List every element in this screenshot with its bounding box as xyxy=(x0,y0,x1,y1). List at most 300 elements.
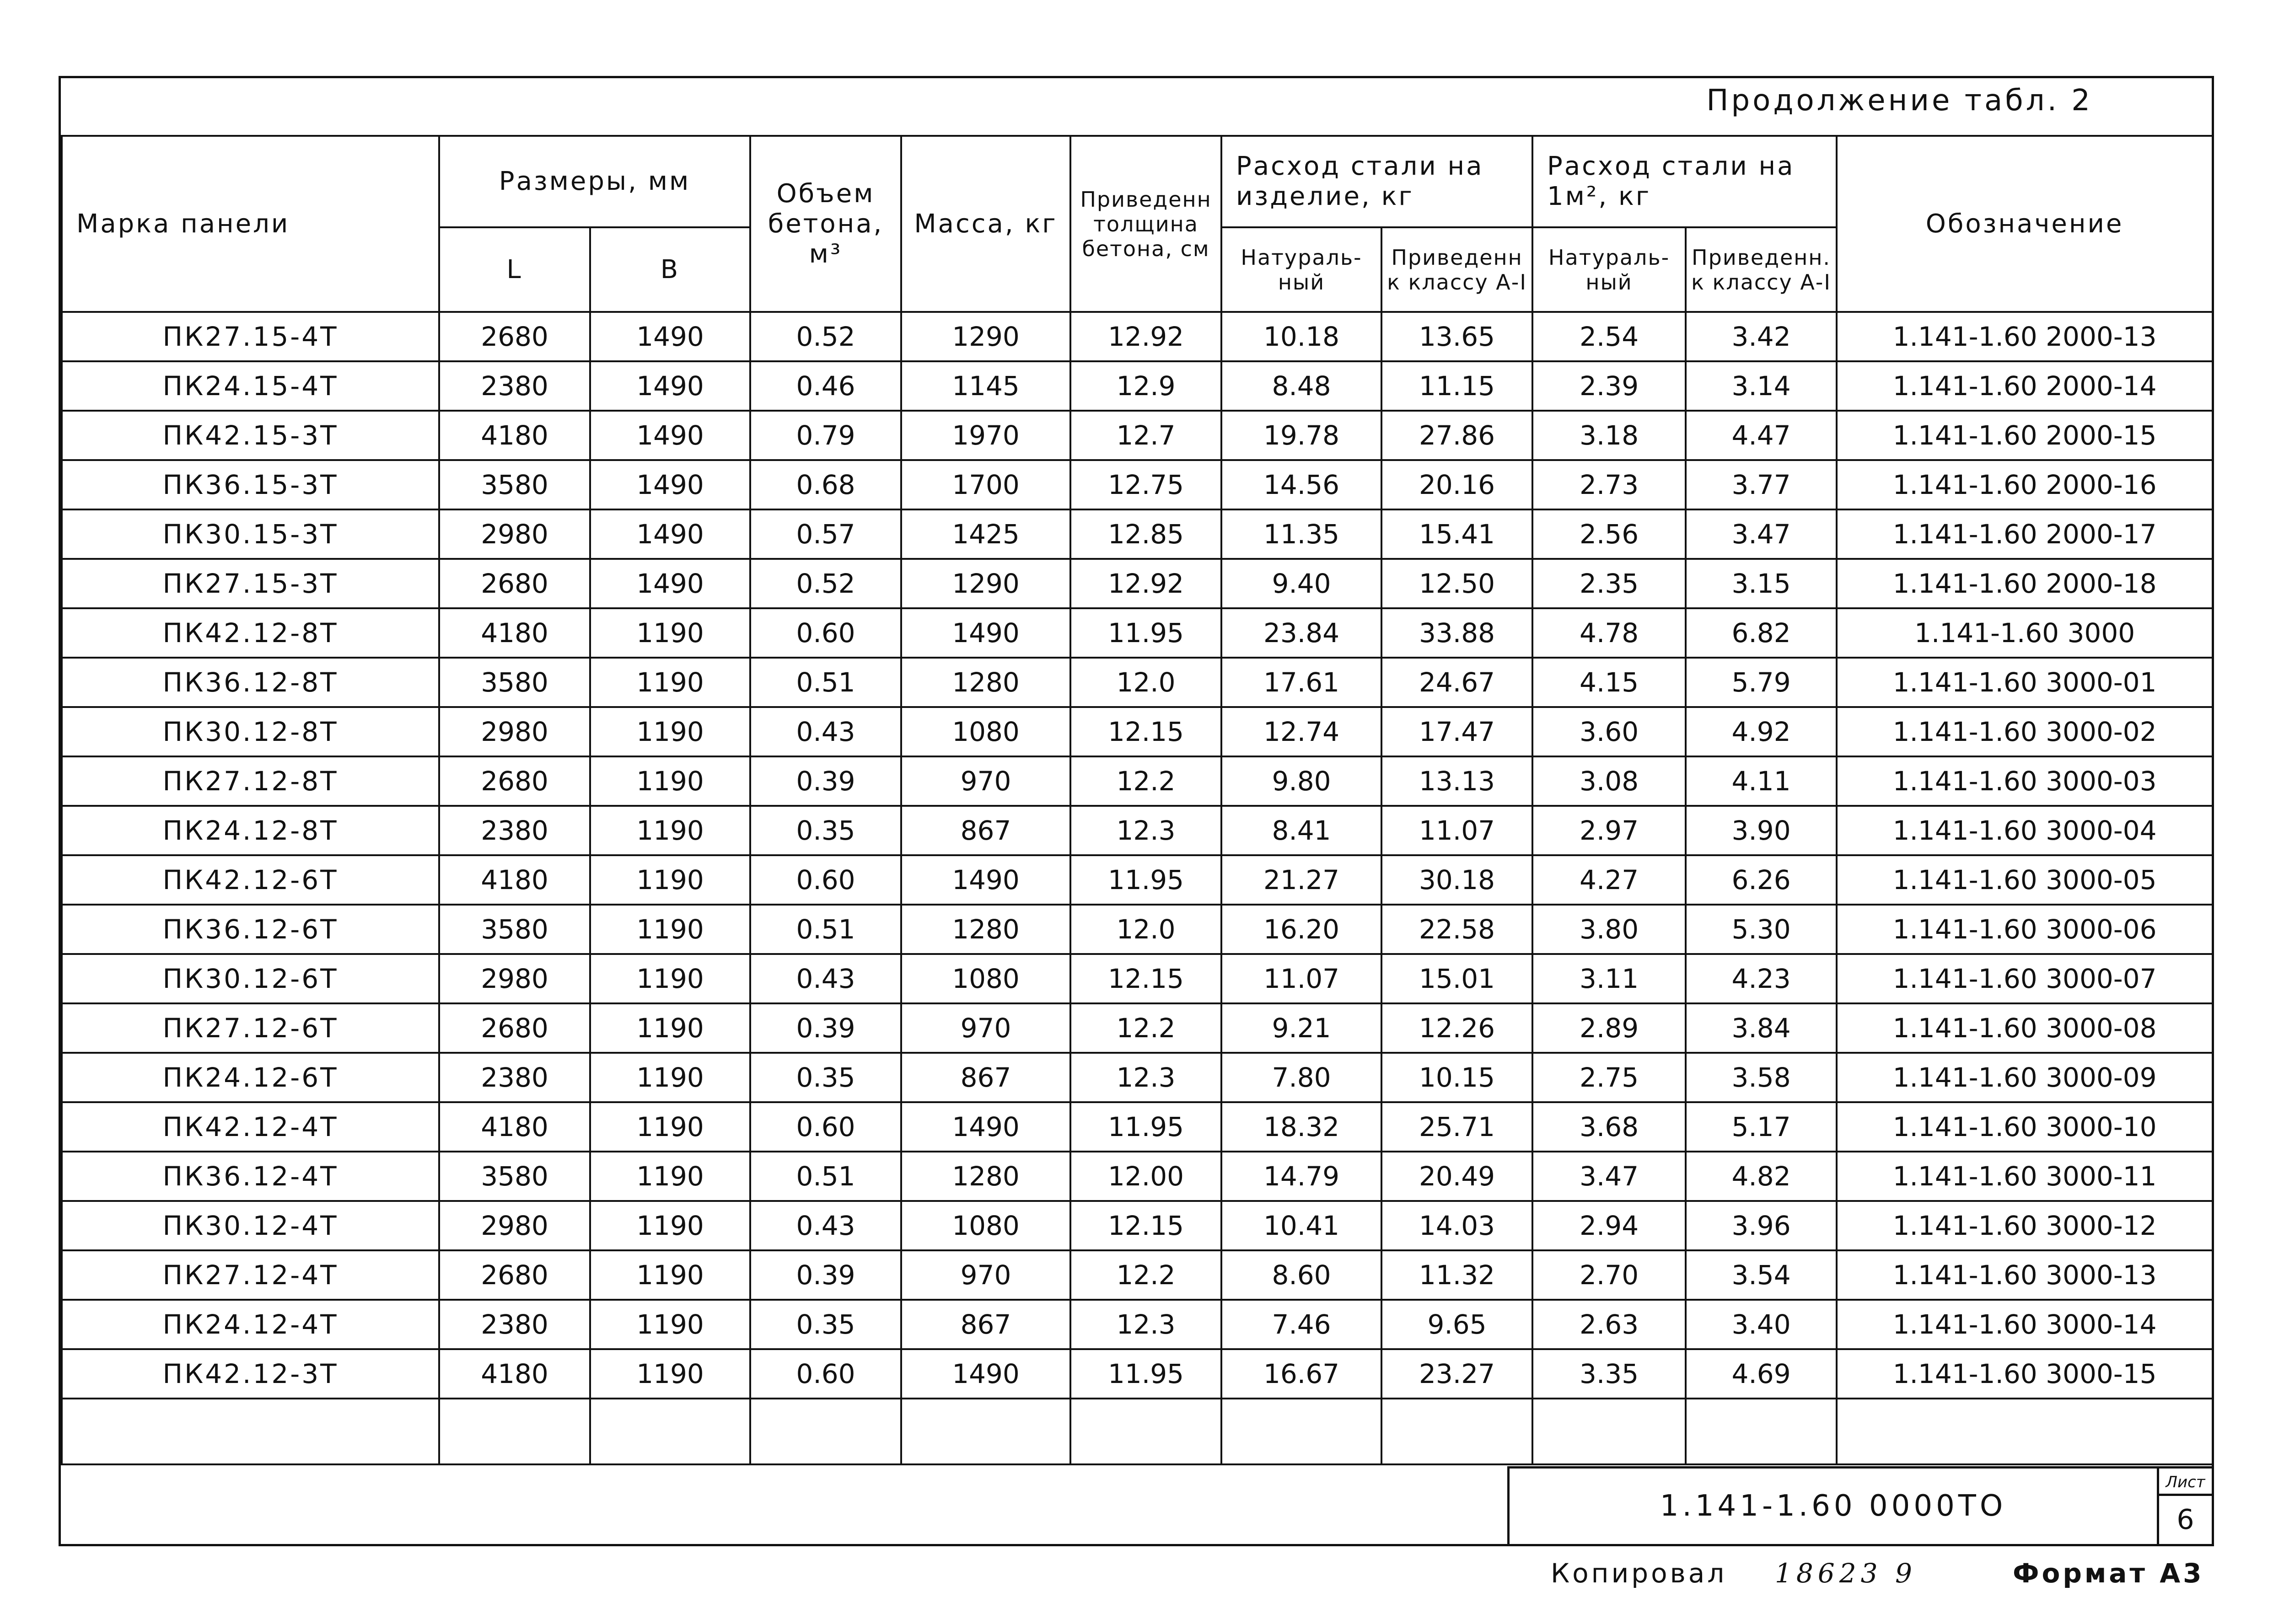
cell-m_red: 5.79 xyxy=(1686,658,1837,707)
table-row xyxy=(62,1053,2213,1102)
cell-m_nat: 2.94 xyxy=(1532,1201,1686,1250)
cell-mark: ПК27.12-6Т xyxy=(62,1003,439,1053)
cell-thk: 12.15 xyxy=(1070,707,1221,756)
cell-b: 1490 xyxy=(590,312,750,361)
document-code: 1.141-1.60 0000ТО xyxy=(1510,1469,2159,1544)
cell-vol: 0.60 xyxy=(750,1102,901,1152)
cell-b: 1190 xyxy=(590,1250,750,1300)
cell-b: 1190 xyxy=(590,806,750,855)
header-mass: Масса, кг xyxy=(901,136,1070,312)
cell-thk: 11.95 xyxy=(1070,1349,1221,1399)
cell-mark: ПК24.12-8Т xyxy=(62,806,439,855)
cell-m_nat: 2.39 xyxy=(1532,361,1686,411)
header-designation: Обозначение xyxy=(1837,136,2213,312)
cell-mark: ПК24.15-4Т xyxy=(62,361,439,411)
cell-b: 1190 xyxy=(590,756,750,806)
cell-l: 2380 xyxy=(439,806,590,855)
cell-mass: 1080 xyxy=(901,707,1070,756)
cell-vol: 0.51 xyxy=(750,905,901,954)
table-row xyxy=(62,1102,2213,1152)
cell-mark: ПК42.12-4Т xyxy=(62,1102,439,1152)
drawing-sheet xyxy=(59,76,2214,1546)
cell-s_nat: 8.41 xyxy=(1221,806,1381,855)
cell-s_nat: 19.78 xyxy=(1221,411,1381,460)
cell-vol: 0.52 xyxy=(750,312,901,361)
cell-thk: 12.00 xyxy=(1070,1152,1221,1201)
cell-l: 2680 xyxy=(439,1003,590,1053)
cell-b: 1490 xyxy=(590,559,750,608)
cell-m_nat: 3.68 xyxy=(1532,1102,1686,1152)
cell-thk: 12.7 xyxy=(1070,411,1221,460)
cell-s_nat: 8.48 xyxy=(1221,361,1381,411)
header-dim-l: L xyxy=(439,227,590,312)
cell-mass: 867 xyxy=(901,1300,1070,1349)
cell-m_red: 3.54 xyxy=(1686,1250,1837,1300)
table-row xyxy=(62,1250,2213,1300)
cell-des: 1.141-1.60 3000 xyxy=(1837,608,2213,658)
cell-b: 1490 xyxy=(590,509,750,559)
cell-thk: 12.2 xyxy=(1070,1003,1221,1053)
cell-s_red: 12.50 xyxy=(1381,559,1532,608)
cell-des: 1.141-1.60 3000-12 xyxy=(1837,1201,2213,1250)
cell-m_red: 3.84 xyxy=(1686,1003,1837,1053)
cell-m_nat: 2.63 xyxy=(1532,1300,1686,1349)
cell-thk: 12.85 xyxy=(1070,509,1221,559)
header-steel-m2: Расход стали на 1м², кг xyxy=(1532,136,1837,227)
cell-s_nat: 16.67 xyxy=(1221,1349,1381,1399)
cell-mark: ПК30.15-3Т xyxy=(62,509,439,559)
cell-m_nat: 3.35 xyxy=(1532,1349,1686,1399)
cell-vol: 0.79 xyxy=(750,411,901,460)
cell-s_red: 25.71 xyxy=(1381,1102,1532,1152)
cell-mass: 1490 xyxy=(901,608,1070,658)
cell-m_red: 4.23 xyxy=(1686,954,1837,1003)
header-steel-natural: Натураль-ный xyxy=(1221,227,1381,312)
cell-s_nat: 9.21 xyxy=(1221,1003,1381,1053)
cell-s_red: 12.26 xyxy=(1381,1003,1532,1053)
cell-s_red: 17.47 xyxy=(1381,707,1532,756)
cell-mark: ПК27.15-4Т xyxy=(62,312,439,361)
cell-m_red: 3.40 xyxy=(1686,1300,1837,1349)
cell-s_nat: 10.41 xyxy=(1221,1201,1381,1250)
empty-cell xyxy=(1221,1399,1381,1464)
cell-b: 1190 xyxy=(590,1349,750,1399)
cell-l: 2980 xyxy=(439,1201,590,1250)
cell-mass: 1280 xyxy=(901,905,1070,954)
cell-s_nat: 12.74 xyxy=(1221,707,1381,756)
cell-m_red: 3.90 xyxy=(1686,806,1837,855)
empty-cell xyxy=(439,1399,590,1464)
cell-mark: ПК42.12-8Т xyxy=(62,608,439,658)
cell-m_red: 4.92 xyxy=(1686,707,1837,756)
table-row xyxy=(62,509,2213,559)
cell-des: 1.141-1.60 3000-05 xyxy=(1837,855,2213,905)
header-m2-natural: Натураль-ный xyxy=(1532,227,1686,312)
cell-s_red: 20.16 xyxy=(1381,460,1532,509)
cell-vol: 0.51 xyxy=(750,1152,901,1201)
cell-mark: ПК42.12-6Т xyxy=(62,855,439,905)
cell-s_red: 33.88 xyxy=(1381,608,1532,658)
cell-vol: 0.39 xyxy=(750,1003,901,1053)
cell-mass: 1080 xyxy=(901,1201,1070,1250)
cell-des: 1.141-1.60 3000-07 xyxy=(1837,954,2213,1003)
cell-vol: 0.60 xyxy=(750,1349,901,1399)
cell-s_nat: 8.60 xyxy=(1221,1250,1381,1300)
cell-m_red: 6.26 xyxy=(1686,855,1837,905)
continuation-title: Продолжение табл. 2 xyxy=(1706,84,2093,118)
cell-m_red: 3.77 xyxy=(1686,460,1837,509)
cell-m_nat: 3.80 xyxy=(1532,905,1686,954)
cell-s_nat: 9.80 xyxy=(1221,756,1381,806)
sheet-label: Лист xyxy=(2159,1469,2212,1496)
table-row xyxy=(62,1003,2213,1053)
cell-des: 1.141-1.60 3000-06 xyxy=(1837,905,2213,954)
header-mark: Марка панели xyxy=(62,136,439,312)
cell-m_nat: 3.11 xyxy=(1532,954,1686,1003)
table-row xyxy=(62,460,2213,509)
cell-vol: 0.35 xyxy=(750,1300,901,1349)
header-thickness: Приведенн толщина бетона, см xyxy=(1070,136,1221,312)
cell-thk: 12.3 xyxy=(1070,806,1221,855)
cell-s_red: 23.27 xyxy=(1381,1349,1532,1399)
cell-l: 2380 xyxy=(439,361,590,411)
table-row xyxy=(62,361,2213,411)
cell-b: 1190 xyxy=(590,1053,750,1102)
cell-mark: ПК42.12-3Т xyxy=(62,1349,439,1399)
cell-vol: 0.43 xyxy=(750,954,901,1003)
cell-m_nat: 2.89 xyxy=(1532,1003,1686,1053)
cell-thk: 12.92 xyxy=(1070,312,1221,361)
table-row xyxy=(62,707,2213,756)
cell-des: 1.141-1.60 3000-01 xyxy=(1837,658,2213,707)
cell-s_nat: 23.84 xyxy=(1221,608,1381,658)
cell-vol: 0.51 xyxy=(750,658,901,707)
cell-mark: ПК36.15-3Т xyxy=(62,460,439,509)
table-row xyxy=(62,312,2213,361)
cell-s_red: 13.13 xyxy=(1381,756,1532,806)
cell-m_red: 3.42 xyxy=(1686,312,1837,361)
cell-des: 1.141-1.60 3000-10 xyxy=(1837,1102,2213,1152)
cell-b: 1190 xyxy=(590,855,750,905)
header-steel-item: Расход стали на изделие, кг xyxy=(1221,136,1532,227)
cell-des: 1.141-1.60 3000-11 xyxy=(1837,1152,2213,1201)
cell-s_nat: 7.80 xyxy=(1221,1053,1381,1102)
cell-m_red: 3.15 xyxy=(1686,559,1837,608)
cell-thk: 11.95 xyxy=(1070,608,1221,658)
cell-vol: 0.60 xyxy=(750,608,901,658)
cell-m_red: 6.82 xyxy=(1686,608,1837,658)
cell-mass: 867 xyxy=(901,1053,1070,1102)
cell-mass: 867 xyxy=(901,806,1070,855)
empty-row xyxy=(62,1399,2213,1464)
cell-vol: 0.35 xyxy=(750,1053,901,1102)
cell-l: 3580 xyxy=(439,658,590,707)
empty-cell xyxy=(1070,1399,1221,1464)
cell-l: 2680 xyxy=(439,559,590,608)
sheet-number: 6 xyxy=(2177,1504,2194,1536)
cell-mass: 1080 xyxy=(901,954,1070,1003)
empty-cell xyxy=(1532,1399,1686,1464)
cell-s_nat: 10.18 xyxy=(1221,312,1381,361)
empty-cell xyxy=(901,1399,1070,1464)
cell-m_red: 4.47 xyxy=(1686,411,1837,460)
cell-s_nat: 11.07 xyxy=(1221,954,1381,1003)
cell-m_red: 4.82 xyxy=(1686,1152,1837,1201)
cell-mass: 1970 xyxy=(901,411,1070,460)
empty-cell xyxy=(62,1399,439,1464)
cell-m_nat: 2.70 xyxy=(1532,1250,1686,1300)
table-row xyxy=(62,855,2213,905)
cell-l: 3580 xyxy=(439,460,590,509)
header-m2-reduced: Приведенн. к классу А-I xyxy=(1686,227,1837,312)
cell-mark: ПК30.12-6Т xyxy=(62,954,439,1003)
table-row xyxy=(62,1152,2213,1201)
cell-s_red: 11.07 xyxy=(1381,806,1532,855)
cell-m_nat: 4.27 xyxy=(1532,855,1686,905)
cell-mass: 1490 xyxy=(901,1102,1070,1152)
cell-l: 2980 xyxy=(439,707,590,756)
empty-cell xyxy=(590,1399,750,1464)
cell-s_red: 14.03 xyxy=(1381,1201,1532,1250)
cell-b: 1190 xyxy=(590,954,750,1003)
cell-mass: 1145 xyxy=(901,361,1070,411)
cell-vol: 0.68 xyxy=(750,460,901,509)
cell-des: 1.141-1.60 2000-16 xyxy=(1837,460,2213,509)
cell-des: 1.141-1.60 3000-15 xyxy=(1837,1349,2213,1399)
panel-spec-table xyxy=(61,135,2214,1465)
cell-l: 4180 xyxy=(439,1102,590,1152)
empty-cell xyxy=(750,1399,901,1464)
cell-m_nat: 3.47 xyxy=(1532,1152,1686,1201)
cell-mark: ПК36.12-8Т xyxy=(62,658,439,707)
cell-m_nat: 2.97 xyxy=(1532,806,1686,855)
cell-mass: 1280 xyxy=(901,1152,1070,1201)
cell-s_nat: 16.20 xyxy=(1221,905,1381,954)
cell-b: 1490 xyxy=(590,411,750,460)
cell-mark: ПК24.12-6Т xyxy=(62,1053,439,1102)
cell-l: 2380 xyxy=(439,1053,590,1102)
cell-vol: 0.39 xyxy=(750,1250,901,1300)
cell-b: 1190 xyxy=(590,707,750,756)
cell-m_nat: 2.56 xyxy=(1532,509,1686,559)
cell-b: 1490 xyxy=(590,361,750,411)
cell-mark: ПК30.12-8Т xyxy=(62,707,439,756)
cell-vol: 0.39 xyxy=(750,756,901,806)
cell-m_red: 4.11 xyxy=(1686,756,1837,806)
cell-thk: 12.3 xyxy=(1070,1300,1221,1349)
cell-b: 1490 xyxy=(590,460,750,509)
table-row xyxy=(62,1201,2213,1250)
table-row xyxy=(62,658,2213,707)
cell-des: 1.141-1.60 2000-17 xyxy=(1837,509,2213,559)
cell-s_red: 30.18 xyxy=(1381,855,1532,905)
cell-l: 2680 xyxy=(439,756,590,806)
cell-m_nat: 2.73 xyxy=(1532,460,1686,509)
cell-m_nat: 2.54 xyxy=(1532,312,1686,361)
cell-mass: 1490 xyxy=(901,1349,1070,1399)
cell-mark: ПК24.12-4Т xyxy=(62,1300,439,1349)
cell-des: 1.141-1.60 2000-18 xyxy=(1837,559,2213,608)
cell-b: 1190 xyxy=(590,608,750,658)
cell-l: 2680 xyxy=(439,312,590,361)
cell-vol: 0.57 xyxy=(750,509,901,559)
cell-m_red: 3.47 xyxy=(1686,509,1837,559)
cell-s_red: 20.49 xyxy=(1381,1152,1532,1201)
cell-b: 1190 xyxy=(590,1201,750,1250)
cell-s_nat: 11.35 xyxy=(1221,509,1381,559)
cell-s_nat: 14.56 xyxy=(1221,460,1381,509)
cell-thk: 12.15 xyxy=(1070,954,1221,1003)
header-steel-reduced: Приведенн к классу А-I xyxy=(1381,227,1532,312)
cell-thk: 12.92 xyxy=(1070,559,1221,608)
cell-l: 4180 xyxy=(439,1349,590,1399)
cell-m_red: 5.30 xyxy=(1686,905,1837,954)
copied-by-label: Копировал xyxy=(1551,1558,1727,1589)
cell-mark: ПК27.15-3Т xyxy=(62,559,439,608)
cell-mark: ПК27.12-8Т xyxy=(62,756,439,806)
cell-vol: 0.43 xyxy=(750,707,901,756)
cell-m_nat: 2.75 xyxy=(1532,1053,1686,1102)
cell-mark: ПК36.12-6Т xyxy=(62,905,439,954)
cell-thk: 11.95 xyxy=(1070,1102,1221,1152)
cell-s_red: 24.67 xyxy=(1381,658,1532,707)
header-dim-b: В xyxy=(590,227,750,312)
cell-m_red: 3.96 xyxy=(1686,1201,1837,1250)
cell-des: 1.141-1.60 2000-15 xyxy=(1837,411,2213,460)
cell-mark: ПК27.12-4Т xyxy=(62,1250,439,1300)
cell-mass: 1700 xyxy=(901,460,1070,509)
cell-b: 1190 xyxy=(590,1102,750,1152)
cell-l: 2380 xyxy=(439,1300,590,1349)
cell-m_nat: 3.60 xyxy=(1532,707,1686,756)
cell-des: 1.141-1.60 3000-08 xyxy=(1837,1003,2213,1053)
cell-thk: 12.2 xyxy=(1070,756,1221,806)
cell-m_red: 5.17 xyxy=(1686,1102,1837,1152)
cell-vol: 0.52 xyxy=(750,559,901,608)
cell-l: 2980 xyxy=(439,954,590,1003)
cell-b: 1190 xyxy=(590,1152,750,1201)
format-label: Формат А3 xyxy=(2013,1558,2204,1589)
cell-s_red: 9.65 xyxy=(1381,1300,1532,1349)
cell-l: 2980 xyxy=(439,509,590,559)
cell-m_red: 3.58 xyxy=(1686,1053,1837,1102)
cell-s_red: 27.86 xyxy=(1381,411,1532,460)
cell-mass: 1425 xyxy=(901,509,1070,559)
table-row xyxy=(62,608,2213,658)
cell-l: 2680 xyxy=(439,1250,590,1300)
cell-des: 1.141-1.60 3000-02 xyxy=(1837,707,2213,756)
cell-thk: 12.2 xyxy=(1070,1250,1221,1300)
table-row xyxy=(62,1349,2213,1399)
cell-l: 4180 xyxy=(439,608,590,658)
cell-thk: 12.9 xyxy=(1070,361,1221,411)
cell-mass: 970 xyxy=(901,756,1070,806)
cell-s_red: 15.41 xyxy=(1381,509,1532,559)
cell-thk: 12.15 xyxy=(1070,1201,1221,1250)
cell-mass: 1290 xyxy=(901,559,1070,608)
table-row xyxy=(62,806,2213,855)
cell-des: 1.141-1.60 3000-09 xyxy=(1837,1053,2213,1102)
table-row xyxy=(62,559,2213,608)
table-row xyxy=(62,954,2213,1003)
cell-m_red: 3.14 xyxy=(1686,361,1837,411)
table-row xyxy=(62,905,2213,954)
title-block-stamp xyxy=(1507,1466,2212,1544)
cell-s_nat: 9.40 xyxy=(1221,559,1381,608)
cell-s_nat: 7.46 xyxy=(1221,1300,1381,1349)
handwritten-number: 18623 9 xyxy=(1775,1558,1917,1589)
empty-cell xyxy=(1837,1399,2213,1464)
cell-m_nat: 2.35 xyxy=(1532,559,1686,608)
cell-s_red: 22.58 xyxy=(1381,905,1532,954)
cell-s_red: 11.15 xyxy=(1381,361,1532,411)
cell-mass: 970 xyxy=(901,1250,1070,1300)
cell-mass: 1490 xyxy=(901,855,1070,905)
cell-s_nat: 21.27 xyxy=(1221,855,1381,905)
cell-l: 3580 xyxy=(439,905,590,954)
cell-thk: 12.0 xyxy=(1070,905,1221,954)
cell-mark: ПК36.12-4Т xyxy=(62,1152,439,1201)
cell-vol: 0.35 xyxy=(750,806,901,855)
cell-thk: 12.3 xyxy=(1070,1053,1221,1102)
cell-mark: ПК30.12-4Т xyxy=(62,1201,439,1250)
cell-m_nat: 3.08 xyxy=(1532,756,1686,806)
cell-s_nat: 17.61 xyxy=(1221,658,1381,707)
cell-b: 1190 xyxy=(590,1300,750,1349)
cell-l: 4180 xyxy=(439,855,590,905)
cell-l: 3580 xyxy=(439,1152,590,1201)
cell-vol: 0.46 xyxy=(750,361,901,411)
cell-l: 4180 xyxy=(439,411,590,460)
cell-thk: 12.0 xyxy=(1070,658,1221,707)
cell-m_nat: 4.15 xyxy=(1532,658,1686,707)
cell-vol: 0.43 xyxy=(750,1201,901,1250)
cell-vol: 0.60 xyxy=(750,855,901,905)
cell-mark: ПК42.15-3Т xyxy=(62,411,439,460)
cell-b: 1190 xyxy=(590,1003,750,1053)
header-volume: Объем бетона, м³ xyxy=(750,136,901,312)
cell-des: 1.141-1.60 2000-13 xyxy=(1837,312,2213,361)
cell-b: 1190 xyxy=(590,905,750,954)
table-row xyxy=(62,1300,2213,1349)
cell-des: 1.141-1.60 2000-14 xyxy=(1837,361,2213,411)
cell-des: 1.141-1.60 3000-13 xyxy=(1837,1250,2213,1300)
empty-cell xyxy=(1381,1399,1532,1464)
cell-s_red: 11.32 xyxy=(1381,1250,1532,1300)
cell-mass: 1280 xyxy=(901,658,1070,707)
header-dimensions: Размеры, мм xyxy=(439,136,750,227)
cell-m_nat: 4.78 xyxy=(1532,608,1686,658)
cell-s_nat: 14.79 xyxy=(1221,1152,1381,1201)
cell-thk: 12.75 xyxy=(1070,460,1221,509)
cell-s_nat: 18.32 xyxy=(1221,1102,1381,1152)
cell-m_nat: 3.18 xyxy=(1532,411,1686,460)
empty-cell xyxy=(1686,1399,1837,1464)
cell-s_red: 10.15 xyxy=(1381,1053,1532,1102)
cell-thk: 11.95 xyxy=(1070,855,1221,905)
cell-des: 1.141-1.60 3000-04 xyxy=(1837,806,2213,855)
cell-des: 1.141-1.60 3000-14 xyxy=(1837,1300,2213,1349)
cell-s_red: 13.65 xyxy=(1381,312,1532,361)
cell-b: 1190 xyxy=(590,658,750,707)
cell-mass: 1290 xyxy=(901,312,1070,361)
cell-m_red: 4.69 xyxy=(1686,1349,1837,1399)
table-row xyxy=(62,411,2213,460)
table-row xyxy=(62,756,2213,806)
cell-mass: 970 xyxy=(901,1003,1070,1053)
cell-des: 1.141-1.60 3000-03 xyxy=(1837,756,2213,806)
cell-s_red: 15.01 xyxy=(1381,954,1532,1003)
